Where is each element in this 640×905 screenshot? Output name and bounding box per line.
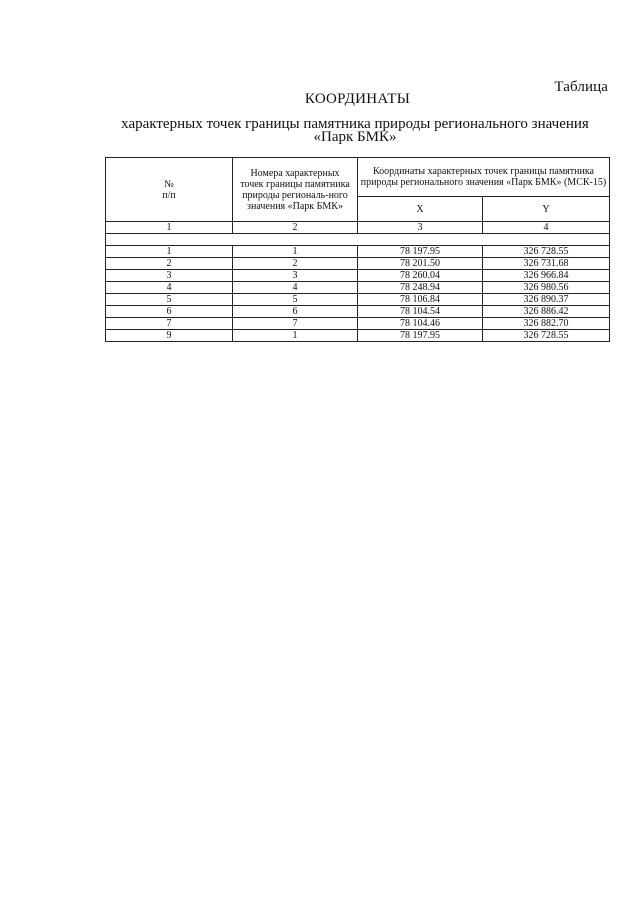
- y-coordinate-cell: 326 728.55: [483, 246, 610, 258]
- header-x: X: [358, 197, 483, 222]
- table-row: [106, 330, 610, 342]
- table-row: [106, 306, 610, 318]
- table-row: [106, 270, 610, 282]
- y-coordinate-cell: 326 731.68: [483, 258, 610, 270]
- empty-row: [106, 234, 610, 246]
- row-number-cell: 4: [106, 282, 233, 294]
- numbering-cell: 2: [233, 222, 358, 234]
- row-number-cell: 7: [106, 318, 233, 330]
- y-coordinate-cell: 326 882.70: [483, 318, 610, 330]
- header-y: Y: [483, 197, 610, 222]
- header-number: № п/п: [106, 158, 233, 222]
- point-number-cell: 7: [233, 318, 358, 330]
- empty-cell: [106, 234, 610, 246]
- header-point-number: Номера характерных точек границы памятника природы региональ-ного значения «Парк БМК»: [233, 158, 358, 222]
- point-number-cell: 5: [233, 294, 358, 306]
- x-coordinate-cell: 78 197.95: [358, 246, 483, 258]
- point-number-cell: 1: [233, 246, 358, 258]
- x-coordinate-cell: 78 104.46: [358, 318, 483, 330]
- point-number-cell: 4: [233, 282, 358, 294]
- numbering-cell: 4: [483, 222, 610, 234]
- table-label: Таблица: [554, 79, 608, 95]
- document-subtitle: [100, 118, 610, 144]
- y-coordinate-cell: 326 966.84: [483, 270, 610, 282]
- table-row: [106, 318, 610, 330]
- table-row: [106, 246, 610, 258]
- y-coordinate-cell: 326 980.56: [483, 282, 610, 294]
- point-number-cell: 2: [233, 258, 358, 270]
- x-coordinate-cell: 78 197.95: [358, 330, 483, 342]
- x-coordinate-cell: 78 201.50: [358, 258, 483, 270]
- table-row: [106, 282, 610, 294]
- point-number-cell: 1: [233, 330, 358, 342]
- numbering-cell: 3: [358, 222, 483, 234]
- row-number-cell: 3: [106, 270, 233, 282]
- table-row: [106, 294, 610, 306]
- point-number-cell: 6: [233, 306, 358, 318]
- numbering-cell: 1: [106, 222, 233, 234]
- coordinates-table: [105, 157, 610, 342]
- y-coordinate-cell: 326 728.55: [483, 330, 610, 342]
- y-coordinate-cell: 326 886.42: [483, 306, 610, 318]
- row-number-cell: 9: [106, 330, 233, 342]
- table-row: [106, 258, 610, 270]
- row-number-cell: 2: [106, 258, 233, 270]
- subtitle-line-2: «Парк БМК»: [313, 129, 397, 145]
- x-coordinate-cell: 78 248.94: [358, 282, 483, 294]
- subtitle-line-1: характерных точек границы памятника природы регионального значения: [121, 116, 589, 132]
- row-number-cell: 1: [106, 246, 233, 258]
- row-number-cell: 5: [106, 294, 233, 306]
- document-title: КООРДИНАТЫ: [304, 91, 411, 107]
- x-coordinate-cell: 78 104.54: [358, 306, 483, 318]
- row-number-cell: 6: [106, 306, 233, 318]
- header-coordinates-group: Координаты характерных точек границы памятника природы регионального значения «Парк БМК» (МСК-15): [358, 158, 610, 197]
- x-coordinate-cell: 78 106.84: [358, 294, 483, 306]
- point-number-cell: 3: [233, 270, 358, 282]
- x-coordinate-cell: 78 260.04: [358, 270, 483, 282]
- y-coordinate-cell: 326 890.37: [483, 294, 610, 306]
